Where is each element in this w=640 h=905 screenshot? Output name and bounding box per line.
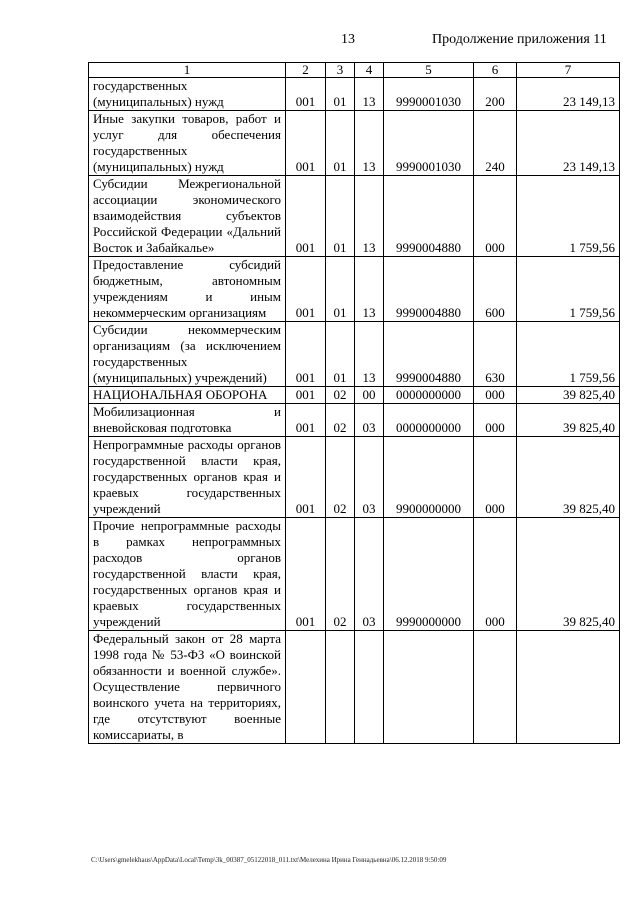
cell-c3: 02 bbox=[326, 437, 355, 518]
cell-c5: 0000000000 bbox=[384, 387, 474, 404]
cell-c2 bbox=[286, 631, 326, 744]
cell-c4: 03 bbox=[355, 404, 384, 437]
column-header: 3 bbox=[326, 63, 355, 78]
cell-c5: 9990001030 bbox=[384, 111, 474, 176]
cell-c7: 23 149,13 bbox=[517, 111, 620, 176]
cell-c4: 03 bbox=[355, 518, 384, 631]
cell-c3: 01 bbox=[326, 111, 355, 176]
cell-c4 bbox=[355, 631, 384, 744]
cell-c4: 13 bbox=[355, 111, 384, 176]
column-header: 6 bbox=[474, 63, 517, 78]
cell-c6 bbox=[474, 631, 517, 744]
cell-c3: 02 bbox=[326, 387, 355, 404]
cell-c3: 02 bbox=[326, 404, 355, 437]
cell-c7: 39 825,40 bbox=[517, 437, 620, 518]
cell-c6: 600 bbox=[474, 257, 517, 322]
cell-c7: 23 149,13 bbox=[517, 78, 620, 111]
cell-c3: 02 bbox=[326, 518, 355, 631]
cell-c6: 000 bbox=[474, 437, 517, 518]
cell-c2: 001 bbox=[286, 518, 326, 631]
column-header: 2 bbox=[286, 63, 326, 78]
cell-c2: 001 bbox=[286, 404, 326, 437]
file-path-footer: C:\Users\gmelekhaus\AppData\Local\Temp\3k_00387_05122018_011.txt\Мелехина Ирина Геннадьевна\06.12.2018 9:50:09 bbox=[91, 856, 447, 864]
row-name: Прочие непрограммные расходы в рамках непрограммных расходов органов государственной власти края, государственных органов края и краевых государственных учреждений bbox=[89, 518, 286, 631]
cell-c3 bbox=[326, 631, 355, 744]
cell-c4: 13 bbox=[355, 257, 384, 322]
cell-c6: 630 bbox=[474, 322, 517, 387]
cell-c7 bbox=[517, 631, 620, 744]
cell-c4: 13 bbox=[355, 78, 384, 111]
row-name: Непрограммные расходы органов государственной власти края, государственных органов края и краевых государственных учреждений bbox=[89, 437, 286, 518]
table-row bbox=[89, 631, 620, 744]
cell-c5 bbox=[384, 631, 474, 744]
table-row bbox=[89, 176, 620, 257]
cell-c6: 000 bbox=[474, 518, 517, 631]
row-name: Федеральный закон от 28 марта 1998 года № 53-ФЗ «О воинской обязанности и военной службе». Осуществление первичного воинского учета на территориях, где отсутствуют военные комиссариаты, в bbox=[89, 631, 286, 744]
table-header-row bbox=[89, 63, 620, 78]
row-name: НАЦИОНАЛЬНАЯ ОБОРОНА bbox=[89, 387, 286, 404]
row-name: Мобилизационная и вневойсковая подготовка bbox=[89, 404, 286, 437]
cell-c4: 00 bbox=[355, 387, 384, 404]
table-row bbox=[89, 322, 620, 387]
column-header: 7 bbox=[517, 63, 620, 78]
cell-c2: 001 bbox=[286, 111, 326, 176]
cell-c5: 9990004880 bbox=[384, 322, 474, 387]
cell-c3: 01 bbox=[326, 176, 355, 257]
row-name: государственных (муниципальных) нужд bbox=[89, 78, 286, 111]
budget-table bbox=[88, 62, 620, 744]
cell-c4: 03 bbox=[355, 437, 384, 518]
cell-c2: 001 bbox=[286, 322, 326, 387]
cell-c7: 39 825,40 bbox=[517, 404, 620, 437]
cell-c5: 9900000000 bbox=[384, 437, 474, 518]
cell-c7: 1 759,56 bbox=[517, 176, 620, 257]
page-number: 13 bbox=[341, 32, 355, 47]
cell-c2: 001 bbox=[286, 437, 326, 518]
cell-c5: 9990000000 bbox=[384, 518, 474, 631]
cell-c4: 13 bbox=[355, 322, 384, 387]
cell-c7: 39 825,40 bbox=[517, 387, 620, 404]
row-name: Иные закупки товаров, работ и услуг для обеспечения государственных (муниципальных) нужд bbox=[89, 111, 286, 176]
cell-c6: 000 bbox=[474, 404, 517, 437]
cell-c4: 13 bbox=[355, 176, 384, 257]
cell-c3: 01 bbox=[326, 78, 355, 111]
column-header: 1 bbox=[89, 63, 286, 78]
cell-c7: 39 825,40 bbox=[517, 518, 620, 631]
table-row bbox=[89, 257, 620, 322]
row-name: Предоставление субсидий бюджетным, автономным учреждениям и иным некоммерческим организациям bbox=[89, 257, 286, 322]
row-name: Субсидии Межрегиональной ассоциации экономического взаимодействия субъектов Российской Федерации «Дальний Восток и Забайкалье» bbox=[89, 176, 286, 257]
table-row bbox=[89, 437, 620, 518]
cell-c5: 9990004880 bbox=[384, 176, 474, 257]
cell-c6: 200 bbox=[474, 78, 517, 111]
table-row bbox=[89, 404, 620, 437]
column-header: 5 bbox=[384, 63, 474, 78]
cell-c5: 9990001030 bbox=[384, 78, 474, 111]
cell-c3: 01 bbox=[326, 257, 355, 322]
column-header: 4 bbox=[355, 63, 384, 78]
cell-c2: 001 bbox=[286, 257, 326, 322]
cell-c2: 001 bbox=[286, 176, 326, 257]
cell-c3: 01 bbox=[326, 322, 355, 387]
cell-c6: 000 bbox=[474, 387, 517, 404]
table-row bbox=[89, 111, 620, 176]
cell-c2: 001 bbox=[286, 78, 326, 111]
row-name: Субсидии некоммерческим организациям (за исключением государственных (муниципальных) учреждений) bbox=[89, 322, 286, 387]
cell-c2: 001 bbox=[286, 387, 326, 404]
appendix-continuation-note: Продолжение приложения 11 bbox=[432, 32, 607, 47]
cell-c6: 240 bbox=[474, 111, 517, 176]
cell-c7: 1 759,56 bbox=[517, 322, 620, 387]
table-row bbox=[89, 518, 620, 631]
cell-c7: 1 759,56 bbox=[517, 257, 620, 322]
cell-c5: 0000000000 bbox=[384, 404, 474, 437]
cell-c5: 9990004880 bbox=[384, 257, 474, 322]
table-row bbox=[89, 387, 620, 404]
cell-c6: 000 bbox=[474, 176, 517, 257]
table-row bbox=[89, 78, 620, 111]
